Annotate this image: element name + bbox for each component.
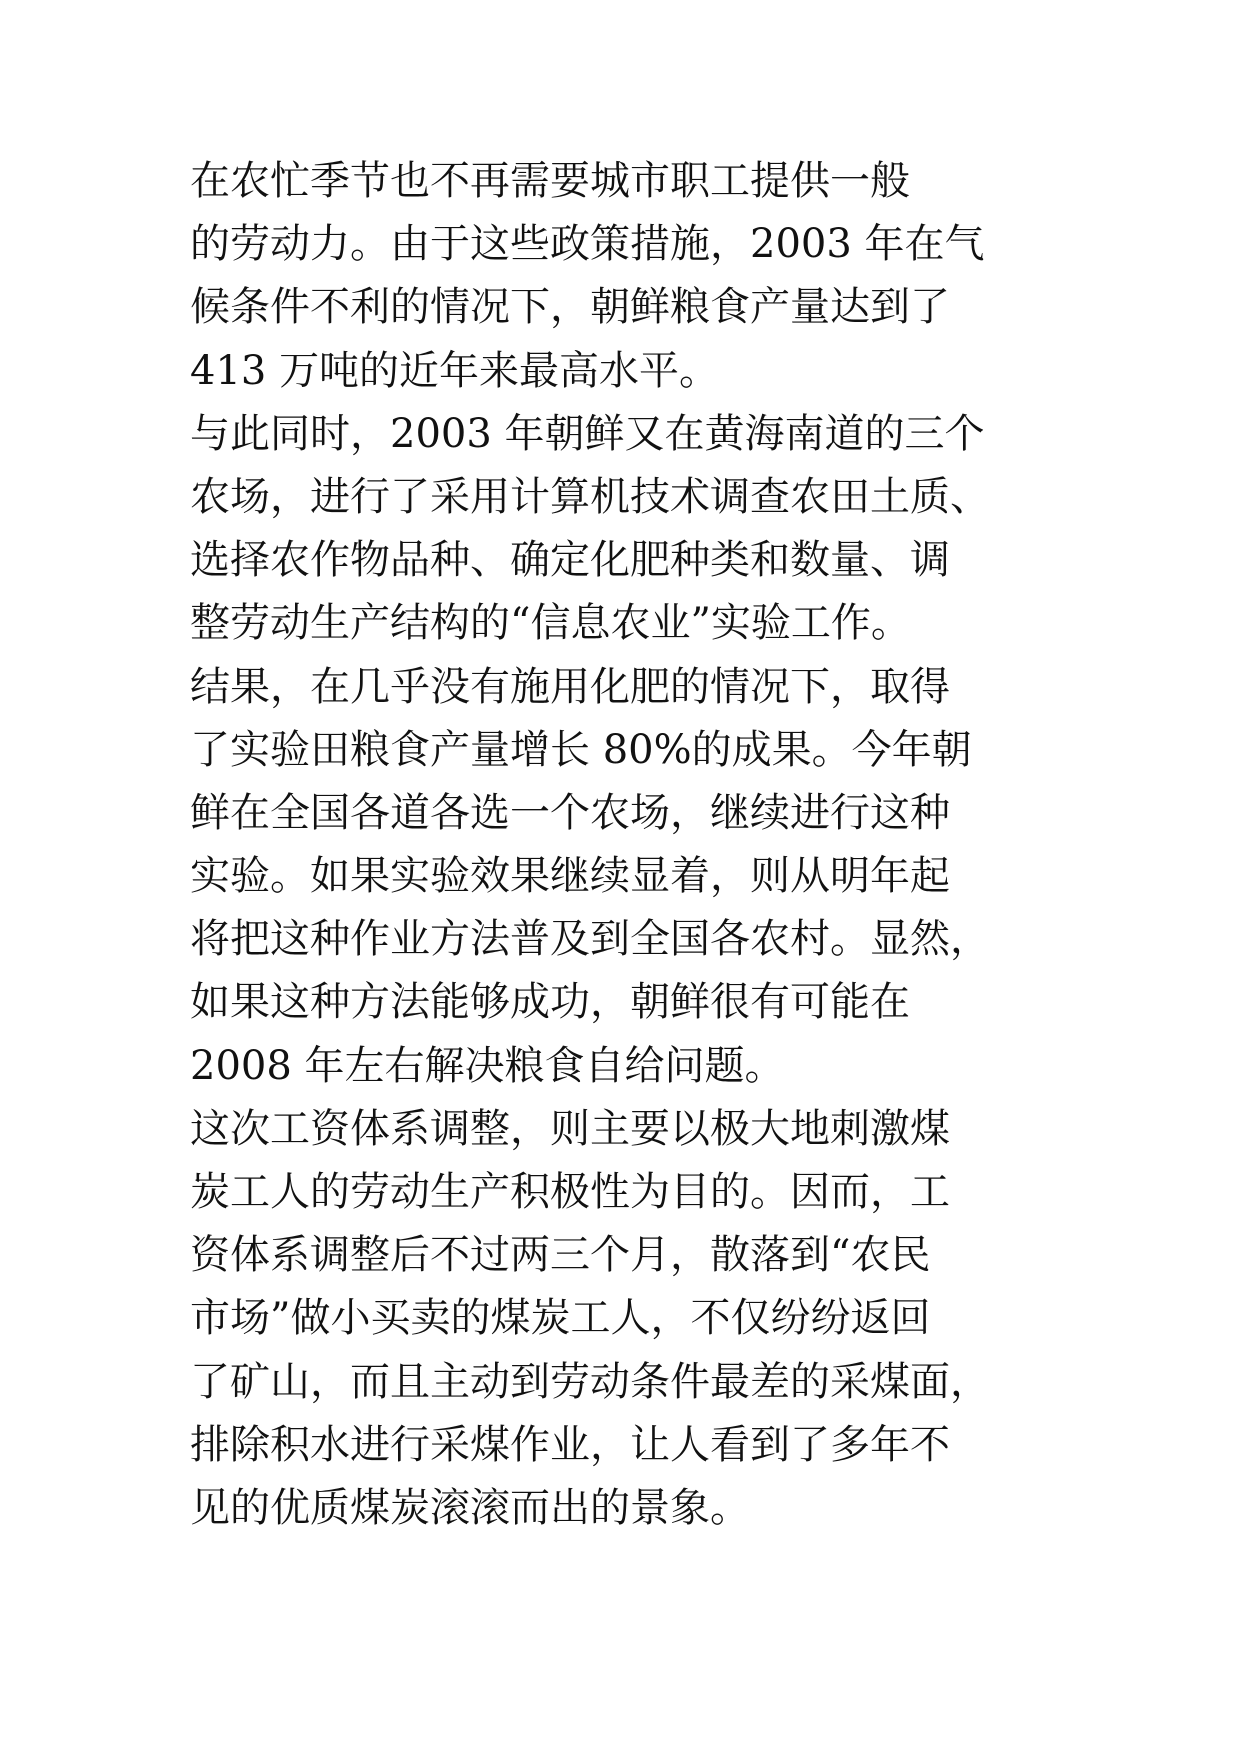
text-line: 这次工资体系调整，则主要以极大地刺激煤 [190,1105,950,1152]
text-line: 排除积水进行采煤作业，让人看到了多年不 [190,1421,950,1468]
text-line: 与此同时，2003 年朝鲜又在黄海南道的三个 [190,410,985,457]
text-line: 选择农作物品种、确定化肥种类和数量、调 [190,537,950,584]
text-line: 结果，在几乎没有施用化肥的情况下，取得 [190,663,950,710]
body-text [190,150,1090,1540]
text-line: 实验。如果实验效果继续显着，则从明年起 [190,853,950,900]
text-line: 市场”做小买卖的煤炭工人，不仅纷纷返回 [190,1295,931,1342]
text-line: 鲜在全国各道各选一个农场，继续进行这种 [190,789,950,836]
text-line: 炭工人的劳动生产积极性为目的。因而，工 [190,1169,950,1215]
text-line: 的劳动力。由于这些政策措施，2003 年在气 [190,221,985,268]
text-line: 农场，进行了采用计算机技术调查农田土质、 [190,473,990,520]
text-line: 了矿山，而且主动到劳动条件最差的采煤面， [190,1358,990,1405]
text-line: 在农忙季节也不再需要城市职工提供一般 [190,158,910,204]
text-line: 了实验田粮食产量增长 80%的成果。今年朝 [190,726,972,773]
text-line: 见的优质煤炭滚滚而出的景象。 [190,1484,750,1531]
text-line: 资体系调整后不过两三个月，散落到“农民 [190,1232,931,1279]
text-line: 整劳动生产结构的“信息农业”实验工作。 [190,600,911,647]
text-line: 如果这种方法能够成功，朝鲜很有可能在 [190,979,910,1026]
text-line: 候条件不利的情况下，朝鲜粮食产量达到了 [190,284,950,331]
text-line: 将把这种作业方法普及到全国各农村。显然， [190,916,990,963]
text-line: 2008 年左右解决粮食自给问题。 [190,1042,785,1089]
text-line: 413 万吨的近年来最高水平。 [190,347,720,394]
